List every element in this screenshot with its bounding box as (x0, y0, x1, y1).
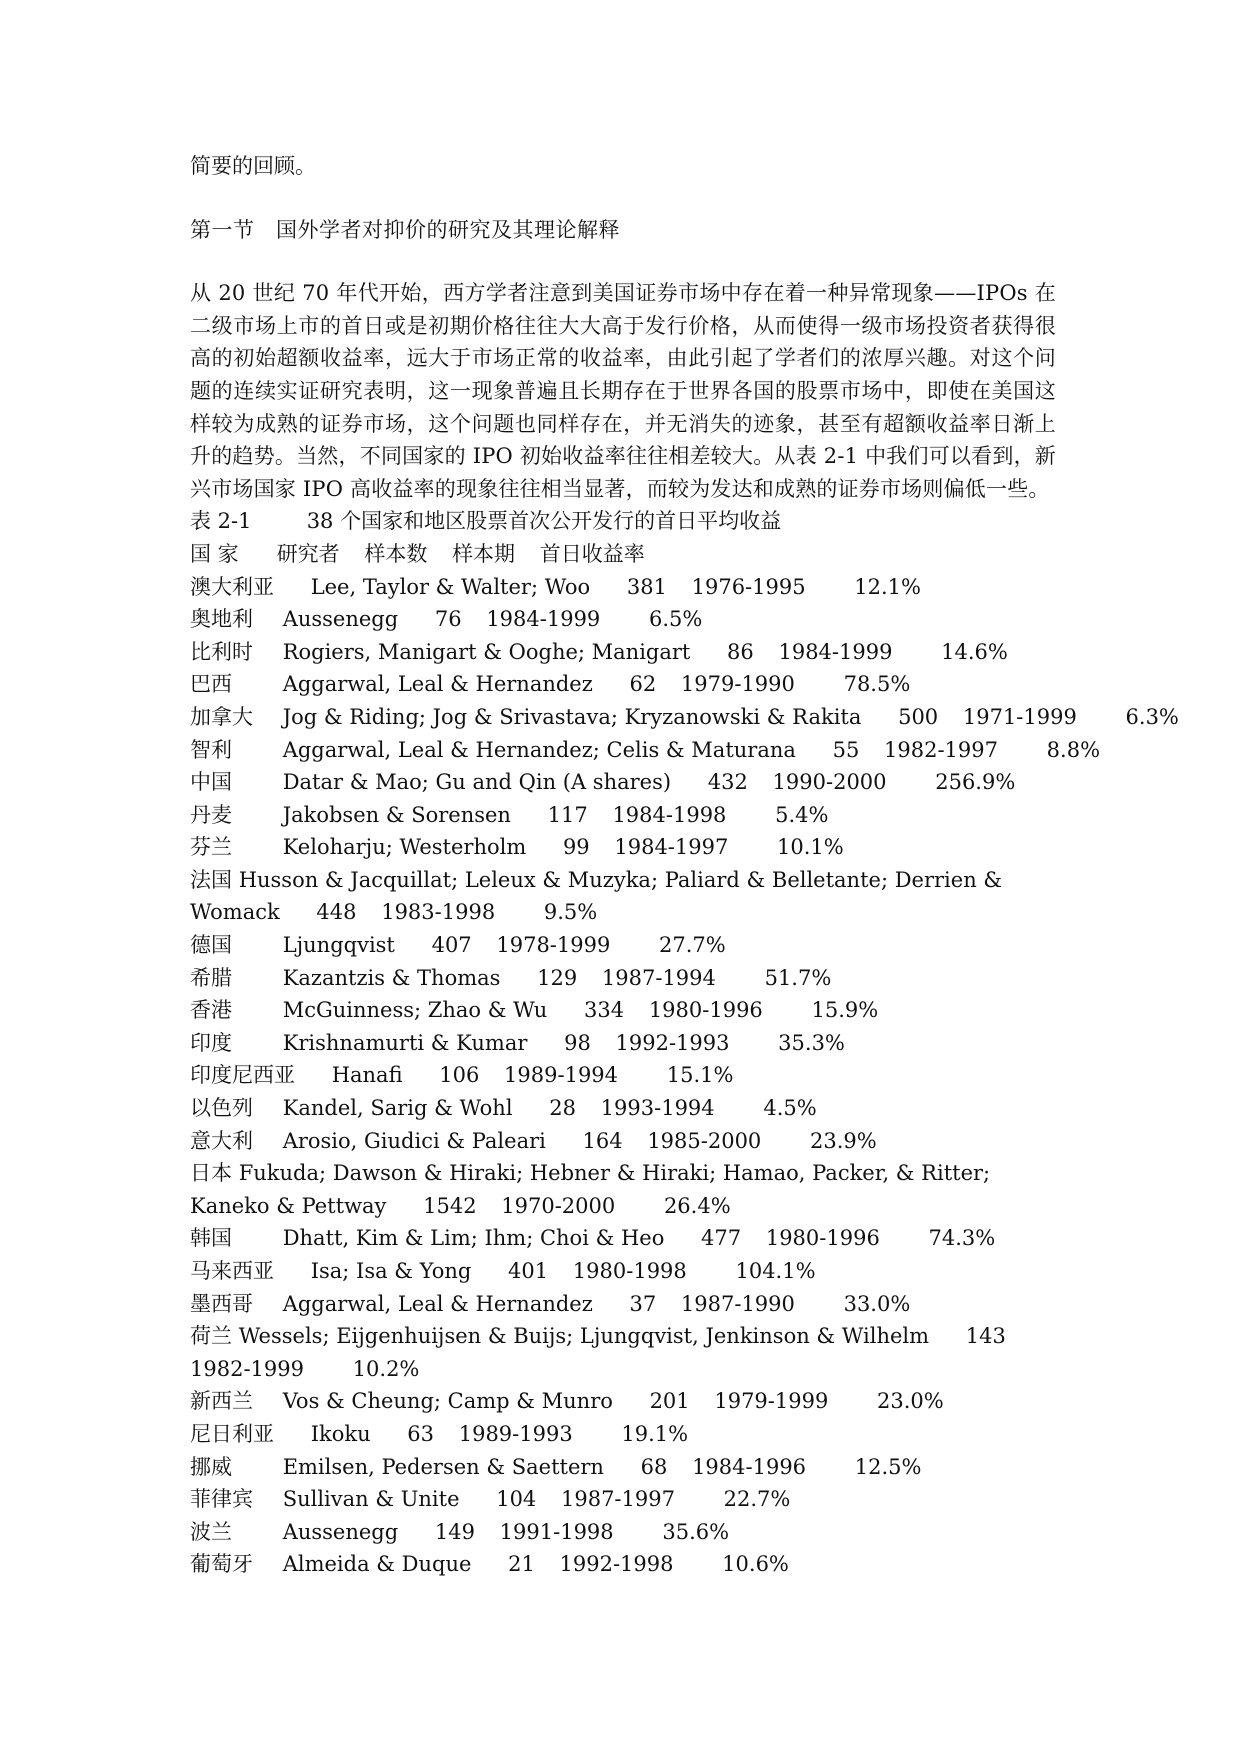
row-first-day-return: 9.5% (543, 900, 598, 925)
table-caption-title: 38 个国家和地区股票首次公开发行的首日平均收益 (306, 509, 782, 534)
table-row (190, 571, 1056, 604)
table-row (190, 1320, 1056, 1385)
table-row (190, 1157, 1056, 1222)
row-sample-period: 1987-1994 (601, 965, 716, 990)
row-sample-size: 106 (439, 1063, 480, 1088)
row-first-day-return: 104.1% (735, 1259, 816, 1283)
row-sample-period: 1984-1999 (778, 639, 893, 664)
row-sample-period: 1987-1990 (680, 1291, 795, 1316)
row-researchers: Rogiers, Manigart & Ooghe; Manigart (282, 639, 691, 664)
row-sample-period: 1982-1997 (884, 737, 998, 762)
row-country: 比利时 (190, 639, 253, 664)
row-researchers: Keloharju; Westerholm (282, 835, 527, 860)
spacer (190, 183, 1056, 214)
row-first-day-return: 4.5% (763, 1096, 817, 1121)
row-sample-period: 1987-1997 (560, 1487, 675, 1512)
table-row (190, 668, 1056, 701)
row-country: 韩国 (190, 1226, 232, 1251)
row-first-day-return: 10.6% (722, 1552, 789, 1577)
row-first-day-return: 10.1% (777, 835, 844, 860)
table-row (190, 1548, 1056, 1581)
row-first-day-return: 35.6% (662, 1519, 730, 1544)
table-row (190, 1288, 1056, 1321)
row-sample-size: 407 (431, 933, 472, 958)
row-first-day-return: 78.5% (843, 672, 911, 697)
row-researchers: Datar & Mao; Gu and Qin (A shares) (282, 770, 672, 795)
table-row (190, 1092, 1056, 1125)
row-first-day-return: 27.7% (659, 933, 726, 958)
row-researchers: Isa; Isa & Yong (310, 1259, 472, 1283)
row-country: 香港 (190, 998, 232, 1023)
row-researchers: Aggarwal, Leal & Hernandez (282, 672, 593, 697)
row-sample-size: 1542 (423, 1193, 477, 1218)
row-first-day-return: 22.7% (723, 1487, 791, 1512)
row-first-day-return: 19.1% (621, 1421, 689, 1446)
row-researchers: Hanafi (331, 1063, 403, 1088)
row-researchers: Jog & Riding; Jog & Srivastava; Kryzanowski & Rakita (282, 704, 862, 729)
table-row (190, 734, 1101, 767)
row-first-day-return: 12.5% (854, 1454, 922, 1479)
row-sample-period: 1979-1999 (714, 1389, 829, 1414)
row-first-day-return: 15.9% (811, 998, 879, 1023)
row-researchers: Lee, Taylor & Walter; Woo (310, 574, 591, 599)
row-sample-period: 1979-1990 (680, 672, 795, 697)
row-researchers: Husson & Jacquillat; Leleux & Muzyka; Paliard & Belletante; Derrien & Womack (190, 867, 1003, 925)
row-country: 巴西 (190, 672, 232, 697)
row-researchers: Dhatt, Kim & Lim; Ihm; Choi & Heo (282, 1226, 665, 1251)
row-sample-size: 98 (564, 1030, 591, 1055)
row-sample-size: 37 (629, 1291, 657, 1316)
row-first-day-return: 10.2% (352, 1356, 420, 1381)
header-sample-size: 样本数 (364, 541, 428, 566)
row-sample-period: 1980-1996 (648, 998, 763, 1023)
table-row (190, 1027, 1056, 1060)
row-researchers: Aggarwal, Leal & Hernandez; Celis & Maturana (282, 737, 796, 762)
row-researchers: Sullivan & Unite (282, 1487, 460, 1512)
table-row (190, 1222, 1056, 1255)
table-row (190, 603, 1056, 636)
row-sample-period: 1984-1998 (612, 802, 727, 827)
row-researchers: Ljungqvist (282, 933, 395, 958)
row-researchers: Aussenegg (282, 1519, 399, 1544)
header-researcher: 研究者 (276, 541, 340, 566)
row-sample-size: 62 (629, 672, 657, 697)
body-paragraph: 从 20 世纪 70 年代开始，西方学者注意到美国证券市场中存在着一种异常现象——IPOs 在二级市场上市的首日或是初期价格往往大大高于发行价格，从而使得一级市场投资者获得很高的初始超额收益率，远大于市场正常的收益率，由此引起了学者们的浓厚兴趣。对这个问题的连续实证研究表明，这一现象普遍且长期存在于世界各国的股票市场中，即使在美国这样较为成熟的证券市场，这个问题也同样存在，并无消失的迹象，甚至有超额收益率日渐上升的趋势。当然，不同国家的 IPO 初始收益率往往相差较大。从表 2-1 中我们可以看到，新兴市场国家 IPO 高收益率的现象往往相当显著，而较为发达和成熟的证券市场则偏低一些。 (190, 281, 1056, 501)
row-researchers: Almeida & Duque (282, 1552, 472, 1577)
row-sample-period: 1989-1993 (458, 1421, 573, 1446)
row-first-day-return: 23.9% (809, 1128, 877, 1153)
row-sample-size: 500 (898, 704, 939, 729)
row-first-day-return: 35.3% (778, 1030, 845, 1055)
table-row (190, 1385, 1056, 1418)
row-first-day-return: 6.3% (1125, 704, 1179, 729)
row-country: 智利 (190, 737, 232, 762)
table-row (190, 962, 1056, 995)
header-sample-period: 样本期 (452, 541, 516, 566)
row-first-day-return: 74.3% (928, 1226, 996, 1251)
row-first-day-return: 33.0% (843, 1291, 911, 1316)
row-researchers: Emilsen, Pedersen & Saettern (282, 1454, 604, 1479)
section-title: 第一节 国外学者对抑价的研究及其理论解释 (190, 217, 620, 242)
row-researchers: Kandel, Sarig & Wohl (282, 1096, 513, 1121)
row-sample-size: 86 (727, 639, 754, 664)
row-sample-size: 143 (965, 1324, 1006, 1349)
row-first-day-return: 51.7% (764, 965, 832, 990)
row-sample-size: 432 (707, 770, 748, 795)
row-sample-period: 1984-1996 (692, 1454, 807, 1479)
row-country: 澳大利亚 (190, 574, 274, 599)
row-first-day-return: 15.1% (666, 1063, 734, 1088)
row-country: 意大利 (190, 1128, 253, 1153)
table-header (190, 538, 1056, 571)
row-country: 希腊 (190, 965, 232, 990)
row-sample-size: 129 (537, 965, 578, 990)
row-sample-period: 1985-2000 (647, 1128, 762, 1153)
table-row (190, 1125, 1056, 1158)
row-researchers: Aggarwal, Leal & Hernandez (282, 1291, 593, 1316)
table-row (190, 929, 1056, 962)
row-sample-period: 1989-1994 (504, 1063, 619, 1088)
row-sample-size: 55 (832, 737, 860, 762)
header-first-day-return: 首日收益率 (539, 541, 645, 566)
row-country: 尼日利亚 (190, 1421, 274, 1446)
row-country: 丹麦 (190, 802, 232, 827)
row-sample-period: 1983-1998 (381, 900, 496, 925)
table-row (190, 1255, 1056, 1288)
row-country: 挪威 (190, 1454, 232, 1479)
row-country: 奥地利 (190, 607, 253, 632)
row-researchers: Wessels; Eijgenhuijsen & Buijs; Ljungqvist, Jenkinson & Wilhelm (238, 1324, 930, 1349)
table-row (190, 994, 1056, 1027)
header-country: 国 家 (190, 541, 239, 566)
row-researchers: Arosio, Giudici & Paleari (282, 1128, 546, 1153)
row-sample-period: 1990-2000 (772, 770, 887, 795)
table-row (190, 1483, 1056, 1516)
row-first-day-return: 14.6% (941, 639, 1008, 664)
row-researchers: Krishnamurti & Kumar (282, 1030, 528, 1055)
row-researchers: Ikoku (310, 1421, 371, 1446)
table-row (190, 636, 1056, 669)
table-caption (190, 505, 1056, 538)
row-sample-size: 381 (626, 574, 667, 599)
row-first-day-return: 256.9% (935, 770, 1016, 795)
spacer (190, 246, 1056, 277)
row-country: 芬兰 (190, 835, 232, 860)
row-sample-size: 21 (508, 1552, 535, 1577)
intro-fragment: 简要的回顾。 (190, 154, 316, 178)
row-first-day-return: 12.1% (854, 574, 921, 599)
table-row (190, 864, 1056, 929)
row-sample-period: 1980-1996 (765, 1226, 880, 1251)
row-sample-size: 448 (316, 900, 357, 925)
row-sample-period: 1993-1994 (600, 1096, 715, 1121)
row-sample-period: 1982-1999 (190, 1356, 304, 1381)
row-sample-size: 63 (407, 1421, 435, 1446)
row-sample-size: 99 (562, 835, 590, 860)
row-sample-period: 1984-1997 (614, 835, 729, 860)
row-sample-size: 477 (701, 1226, 742, 1251)
table-row (190, 701, 1179, 734)
row-sample-period: 1991-1998 (499, 1519, 614, 1544)
row-country: 波兰 (190, 1519, 232, 1544)
table-row (190, 1059, 1056, 1092)
table-row (190, 799, 1056, 832)
row-sample-size: 104 (496, 1487, 537, 1512)
table-body (190, 571, 1179, 1581)
row-first-day-return: 6.5% (648, 607, 703, 632)
row-sample-size: 164 (582, 1128, 623, 1153)
row-sample-size: 76 (434, 607, 462, 632)
row-sample-period: 1978-1999 (496, 933, 611, 958)
table-row (190, 1516, 1056, 1549)
row-researchers: Aussenegg (282, 607, 399, 632)
row-sample-size: 334 (584, 998, 625, 1023)
row-sample-period: 1984-1999 (486, 607, 601, 632)
row-sample-period: 1971-1999 (962, 704, 1077, 729)
row-sample-period: 1970-2000 (501, 1193, 616, 1218)
table-row (190, 1418, 1056, 1451)
row-country: 新西兰 (190, 1389, 253, 1414)
row-researchers: Jakobsen & Sorensen (282, 802, 511, 827)
table-row (190, 1451, 1056, 1484)
row-sample-period: 1976-1995 (691, 574, 806, 599)
row-country: 马来西亚 (190, 1259, 274, 1283)
row-researchers: Fukuda; Dawson & Hiraki; Hebner & Hiraki; Hamao, Packer, & Ritter; Kaneko & Pettway (190, 1161, 991, 1218)
table-row (190, 766, 1056, 799)
row-sample-period: 1980-1998 (572, 1259, 687, 1283)
row-country: 以色列 (190, 1096, 253, 1121)
row-first-day-return: 5.4% (775, 802, 829, 827)
row-sample-size: 117 (547, 802, 588, 827)
row-first-day-return: 23.0% (877, 1389, 944, 1414)
row-country: 加拿大 (190, 704, 253, 729)
row-sample-size: 401 (508, 1259, 549, 1283)
row-first-day-return: 8.8% (1046, 737, 1101, 762)
row-first-day-return: 26.4% (663, 1193, 731, 1218)
row-country: 法国 (190, 867, 232, 892)
row-sample-size: 201 (649, 1389, 690, 1414)
row-country: 葡萄牙 (190, 1552, 253, 1577)
row-country: 印度 (190, 1030, 232, 1055)
row-researchers: Vos & Cheung; Camp & Munro (282, 1389, 613, 1414)
row-country: 菲律宾 (190, 1487, 253, 1512)
row-country: 德国 (190, 933, 232, 958)
row-country: 荷兰 (190, 1324, 232, 1349)
row-sample-size: 149 (434, 1519, 475, 1544)
row-country: 墨西哥 (190, 1291, 253, 1316)
row-sample-size: 68 (640, 1454, 668, 1479)
table-caption-label: 表 2-1 (190, 509, 252, 534)
row-sample-period: 1992-1998 (559, 1552, 674, 1577)
row-country: 印度尼西亚 (190, 1063, 295, 1088)
row-sample-period: 1992-1993 (615, 1030, 730, 1055)
row-country: 日本 (190, 1161, 232, 1186)
row-sample-size: 28 (549, 1096, 576, 1121)
row-researchers: Kazantzis & Thomas (282, 965, 501, 990)
row-researchers: McGuinness; Zhao & Wu (282, 998, 548, 1023)
row-country: 中国 (190, 770, 232, 795)
document-page (190, 150, 1179, 1581)
table-row (190, 831, 1056, 864)
